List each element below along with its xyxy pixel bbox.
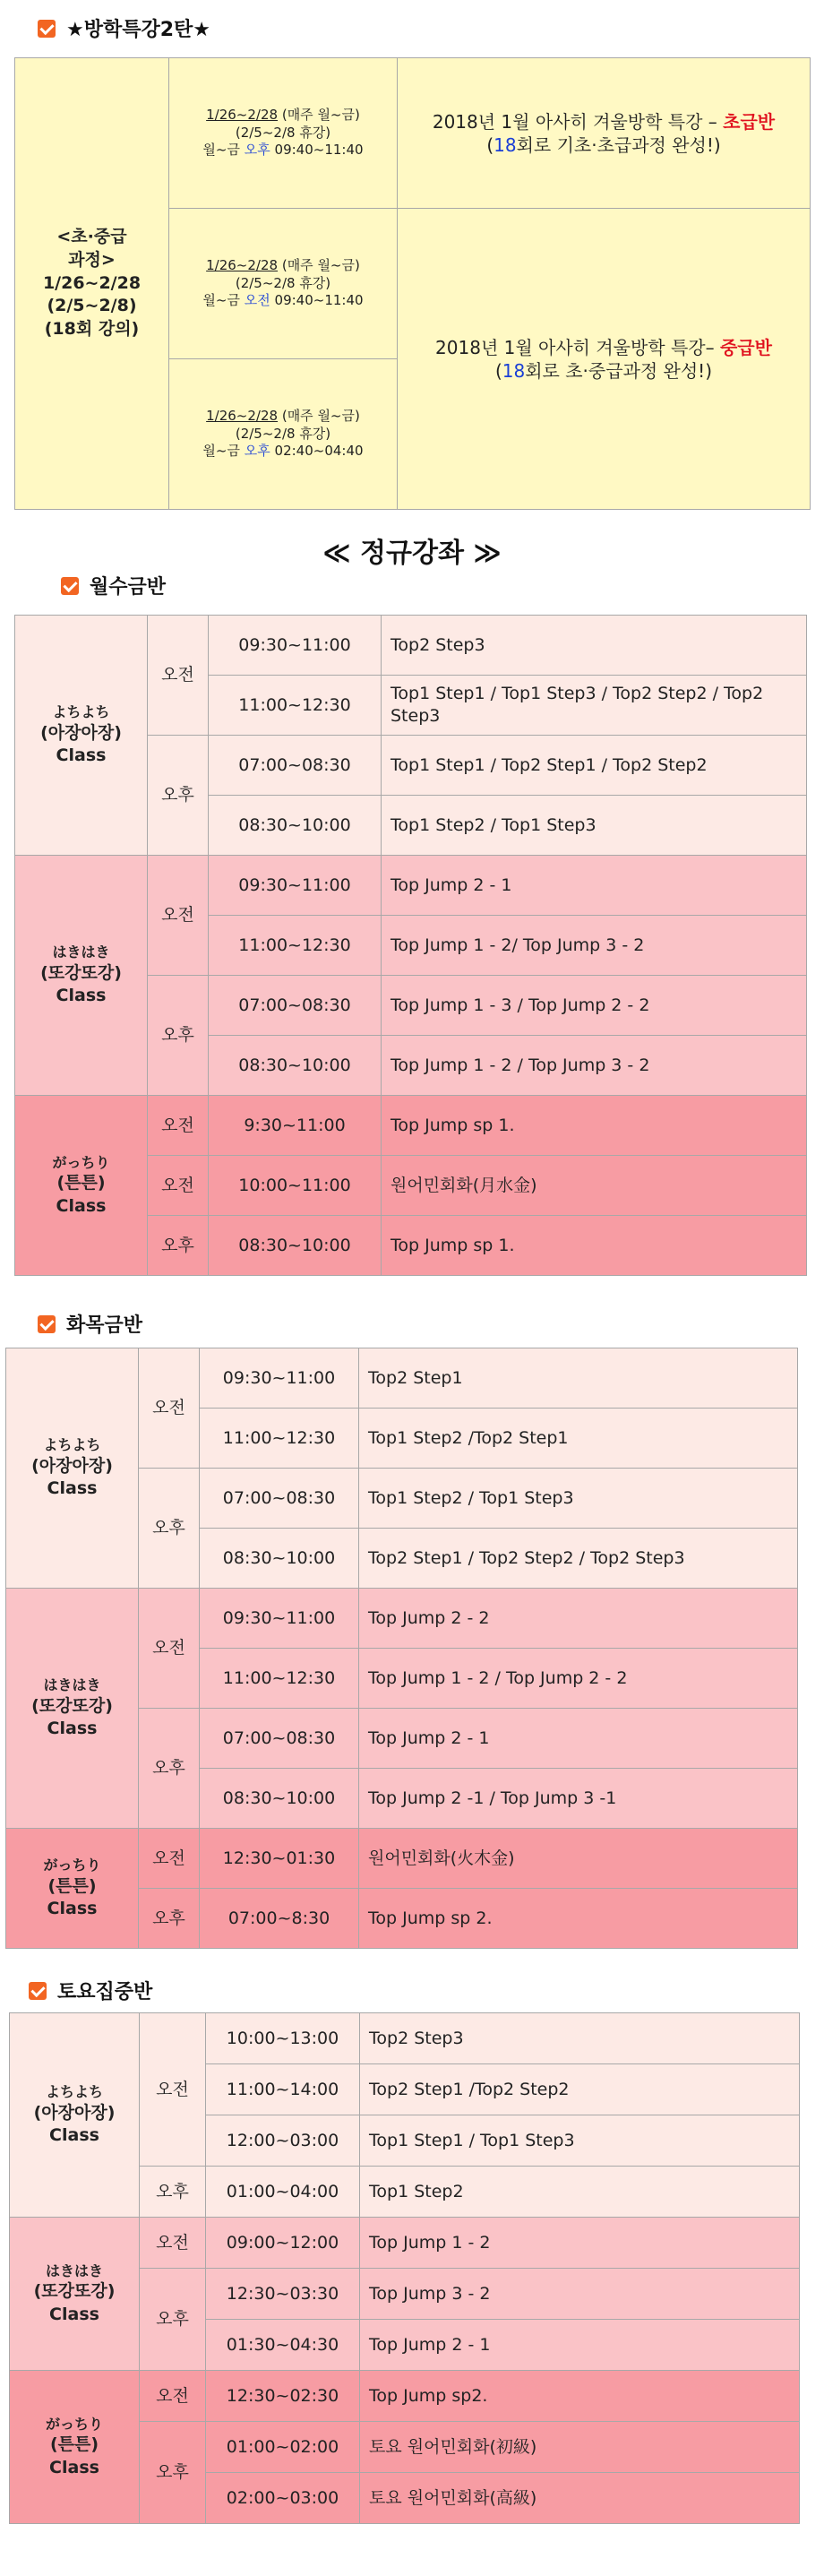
period-cell: 오전	[140, 2013, 206, 2167]
course-cell: Top Jump sp 1.	[382, 1096, 807, 1156]
table-row	[6, 1829, 798, 1889]
special-slot-1: 1/26~2/28 (매주 월~금) (2/5~2/8 휴강) 월~금 오후 09:40~11:40	[169, 58, 398, 209]
period-cell: 오전	[139, 1829, 200, 1889]
time-cell: 07:00~08:30	[209, 736, 382, 796]
course-cell: Top Jump 1 - 2 / Top Jump 2 - 2	[359, 1649, 798, 1709]
sat-table	[9, 2012, 800, 2524]
time-cell: 11:00~14:00	[206, 2064, 360, 2115]
special-title: ★방학특강2탄★	[66, 19, 211, 41]
time-cell: 12:30~01:30	[200, 1829, 359, 1889]
checkbox-icon	[29, 1982, 47, 2000]
time-cell: 01:00~02:00	[206, 2422, 360, 2473]
time-cell: 08:30~10:00	[209, 1216, 382, 1276]
table-row	[15, 1096, 807, 1156]
period-cell: 오후	[139, 1469, 200, 1589]
period-cell: 오전	[148, 616, 209, 736]
time-cell: 07:00~08:30	[200, 1469, 359, 1529]
time-cell: 09:30~11:00	[209, 616, 382, 676]
period-cell: 오후	[148, 736, 209, 856]
course-cell: Top Jump 1 - 2 / Top Jump 3 - 2	[382, 1036, 807, 1096]
class-label-hakihaki: はきはき (또강또강) Class	[15, 856, 148, 1096]
checkbox-icon	[61, 577, 79, 595]
course-cell: Top1 Step2 / Top1 Step3	[382, 796, 807, 856]
table-row	[10, 2371, 800, 2422]
time-cell: 9:30~11:00	[209, 1096, 382, 1156]
period-cell: 오후	[140, 2167, 206, 2218]
course-cell: Top2 Step1	[359, 1348, 798, 1409]
time-cell: 09:30~11:00	[209, 856, 382, 916]
time-cell: 08:30~10:00	[200, 1769, 359, 1829]
course-cell: Top Jump 3 - 2	[360, 2269, 800, 2320]
special-slot-3: 1/26~2/28 (매주 월~금) (2/5~2/8 휴강) 월~금 오후 02:40~04:40	[169, 359, 398, 510]
regular-courses-title: ≪ 정규강좌 ≫	[322, 538, 502, 569]
table-row	[6, 1348, 798, 1409]
table-row	[10, 2218, 800, 2269]
course-cell: Top Jump 2 - 2	[359, 1589, 798, 1649]
time-cell: 02:00~03:00	[206, 2473, 360, 2524]
special-course-intermediate: 2018년 1월 아사히 겨울방학 특강– 중급반 (18회로 초·중급과정 완성!)	[398, 209, 811, 510]
period-cell: 오전	[148, 1156, 209, 1216]
table-row	[6, 1589, 798, 1649]
period-cell: 오전	[148, 1096, 209, 1156]
course-cell: Top Jump 1 - 3 / Top Jump 2 - 2	[382, 976, 807, 1036]
special-heading	[38, 14, 210, 42]
course-cell: 토요 원어민회화(高級)	[360, 2473, 800, 2524]
mwf-title: 월수금반	[90, 576, 167, 599]
special-table	[14, 57, 811, 510]
class-label-hakihaki: はきはき (또강또강) Class	[6, 1589, 139, 1829]
period-cell: 오후	[148, 1216, 209, 1276]
time-cell: 07:00~08:30	[200, 1709, 359, 1769]
period-cell: 오후	[140, 2422, 206, 2524]
time-cell: 12:30~02:30	[206, 2371, 360, 2422]
course-cell: Top Jump 2 - 1	[359, 1709, 798, 1769]
time-cell: 11:00~12:30	[200, 1409, 359, 1469]
period-cell: 오전	[140, 2218, 206, 2269]
table-row	[15, 856, 807, 916]
class-label-hakihaki: はきはき (또강또강) Class	[10, 2218, 140, 2371]
time-cell: 07:00~8:30	[200, 1889, 359, 1949]
time-cell: 08:30~10:00	[209, 1036, 382, 1096]
table-row	[10, 2013, 800, 2064]
special-slot-2: 1/26~2/28 (매주 월~금) (2/5~2/8 휴강) 월~금 오전 09:40~11:40	[169, 209, 398, 359]
checkbox-icon	[38, 1315, 56, 1333]
period-cell: 오후	[139, 1709, 200, 1829]
class-label-gacchiri: がっちり (튼튼) Class	[10, 2371, 140, 2524]
time-cell: 01:00~04:00	[206, 2167, 360, 2218]
table-row	[15, 616, 807, 676]
tt-title: 화목금반	[66, 1314, 143, 1337]
course-cell: Top Jump 1 - 2/ Top Jump 3 - 2	[382, 916, 807, 976]
period-cell: 오전	[148, 856, 209, 976]
time-cell: 11:00~12:30	[209, 676, 382, 736]
class-label-gacchiri: がっちり (튼튼) Class	[6, 1829, 139, 1949]
special-course-label: <초·중급 과정> 1/26~2/28 (2/5~2/8) (18회 강의)	[15, 58, 169, 510]
time-cell: 08:30~10:00	[209, 796, 382, 856]
sat-title: 토요집중반	[57, 1981, 153, 2003]
course-cell: Top2 Step1 / Top2 Step2 / Top2 Step3	[359, 1529, 798, 1589]
course-cell: 토요 원어민회화(初級)	[360, 2422, 800, 2473]
sat-heading	[29, 1977, 152, 2004]
course-cell: Top1 Step2	[360, 2167, 800, 2218]
time-cell: 12:00~03:00	[206, 2115, 360, 2167]
course-cell: 원어민회화(火木金)	[359, 1829, 798, 1889]
course-cell: Top Jump sp 1.	[382, 1216, 807, 1276]
course-cell: Top Jump sp2.	[360, 2371, 800, 2422]
period-cell: 오전	[139, 1348, 200, 1469]
course-cell: Top2 Step3	[382, 616, 807, 676]
period-cell: 오후	[139, 1889, 200, 1949]
class-label-gacchiri: がっちり (튼튼) Class	[15, 1096, 148, 1276]
course-cell: Top1 Step1 / Top1 Step3 / Top2 Step2 / Top2 Step3	[382, 676, 807, 736]
time-cell: 09:00~12:00	[206, 2218, 360, 2269]
mwf-heading	[61, 572, 166, 599]
class-label-yochiyochi: よちよち (아장아장) Class	[6, 1348, 139, 1589]
course-cell: Top2 Step3	[360, 2013, 800, 2064]
course-cell: Top1 Step1 / Top2 Step1 / Top2 Step2	[382, 736, 807, 796]
period-cell: 오후	[148, 976, 209, 1096]
checkbox-icon	[38, 20, 56, 38]
tt-heading	[38, 1310, 142, 1338]
course-cell: Top1 Step2 / Top1 Step3	[359, 1469, 798, 1529]
course-cell: Top1 Step1 / Top1 Step3	[360, 2115, 800, 2167]
course-cell: Top2 Step1 /Top2 Step2	[360, 2064, 800, 2115]
time-cell: 08:30~10:00	[200, 1529, 359, 1589]
period-cell: 오후	[140, 2269, 206, 2371]
period-cell: 오전	[140, 2371, 206, 2422]
time-cell: 10:00~11:00	[209, 1156, 382, 1216]
time-cell: 09:30~11:00	[200, 1589, 359, 1649]
time-cell: 11:00~12:30	[209, 916, 382, 976]
period-cell: 오전	[139, 1589, 200, 1709]
course-cell: Top Jump 2 - 1	[382, 856, 807, 916]
course-cell: Top Jump 2 - 1	[360, 2320, 800, 2371]
special-course-beginner: 2018년 1월 아사히 겨울방학 특강 – 초급반 (18회로 기초·초급과정 완성!)	[398, 58, 811, 209]
time-cell: 09:30~11:00	[200, 1348, 359, 1409]
class-label-yochiyochi: よちよち (아장아장) Class	[10, 2013, 140, 2218]
course-cell: Top Jump 2 -1 / Top Jump 3 -1	[359, 1769, 798, 1829]
course-cell: 원어민회화(月水金)	[382, 1156, 807, 1216]
class-label-yochiyochi: よちよち (아장아장) Class	[15, 616, 148, 856]
mwf-table	[14, 615, 807, 1276]
course-cell: Top1 Step2 /Top2 Step1	[359, 1409, 798, 1469]
time-cell: 07:00~08:30	[209, 976, 382, 1036]
time-cell: 11:00~12:30	[200, 1649, 359, 1709]
time-cell: 12:30~03:30	[206, 2269, 360, 2320]
time-cell: 01:30~04:30	[206, 2320, 360, 2371]
course-cell: Top Jump 1 - 2	[360, 2218, 800, 2269]
tt-table	[5, 1348, 798, 1949]
course-cell: Top Jump sp 2.	[359, 1889, 798, 1949]
time-cell: 10:00~13:00	[206, 2013, 360, 2064]
